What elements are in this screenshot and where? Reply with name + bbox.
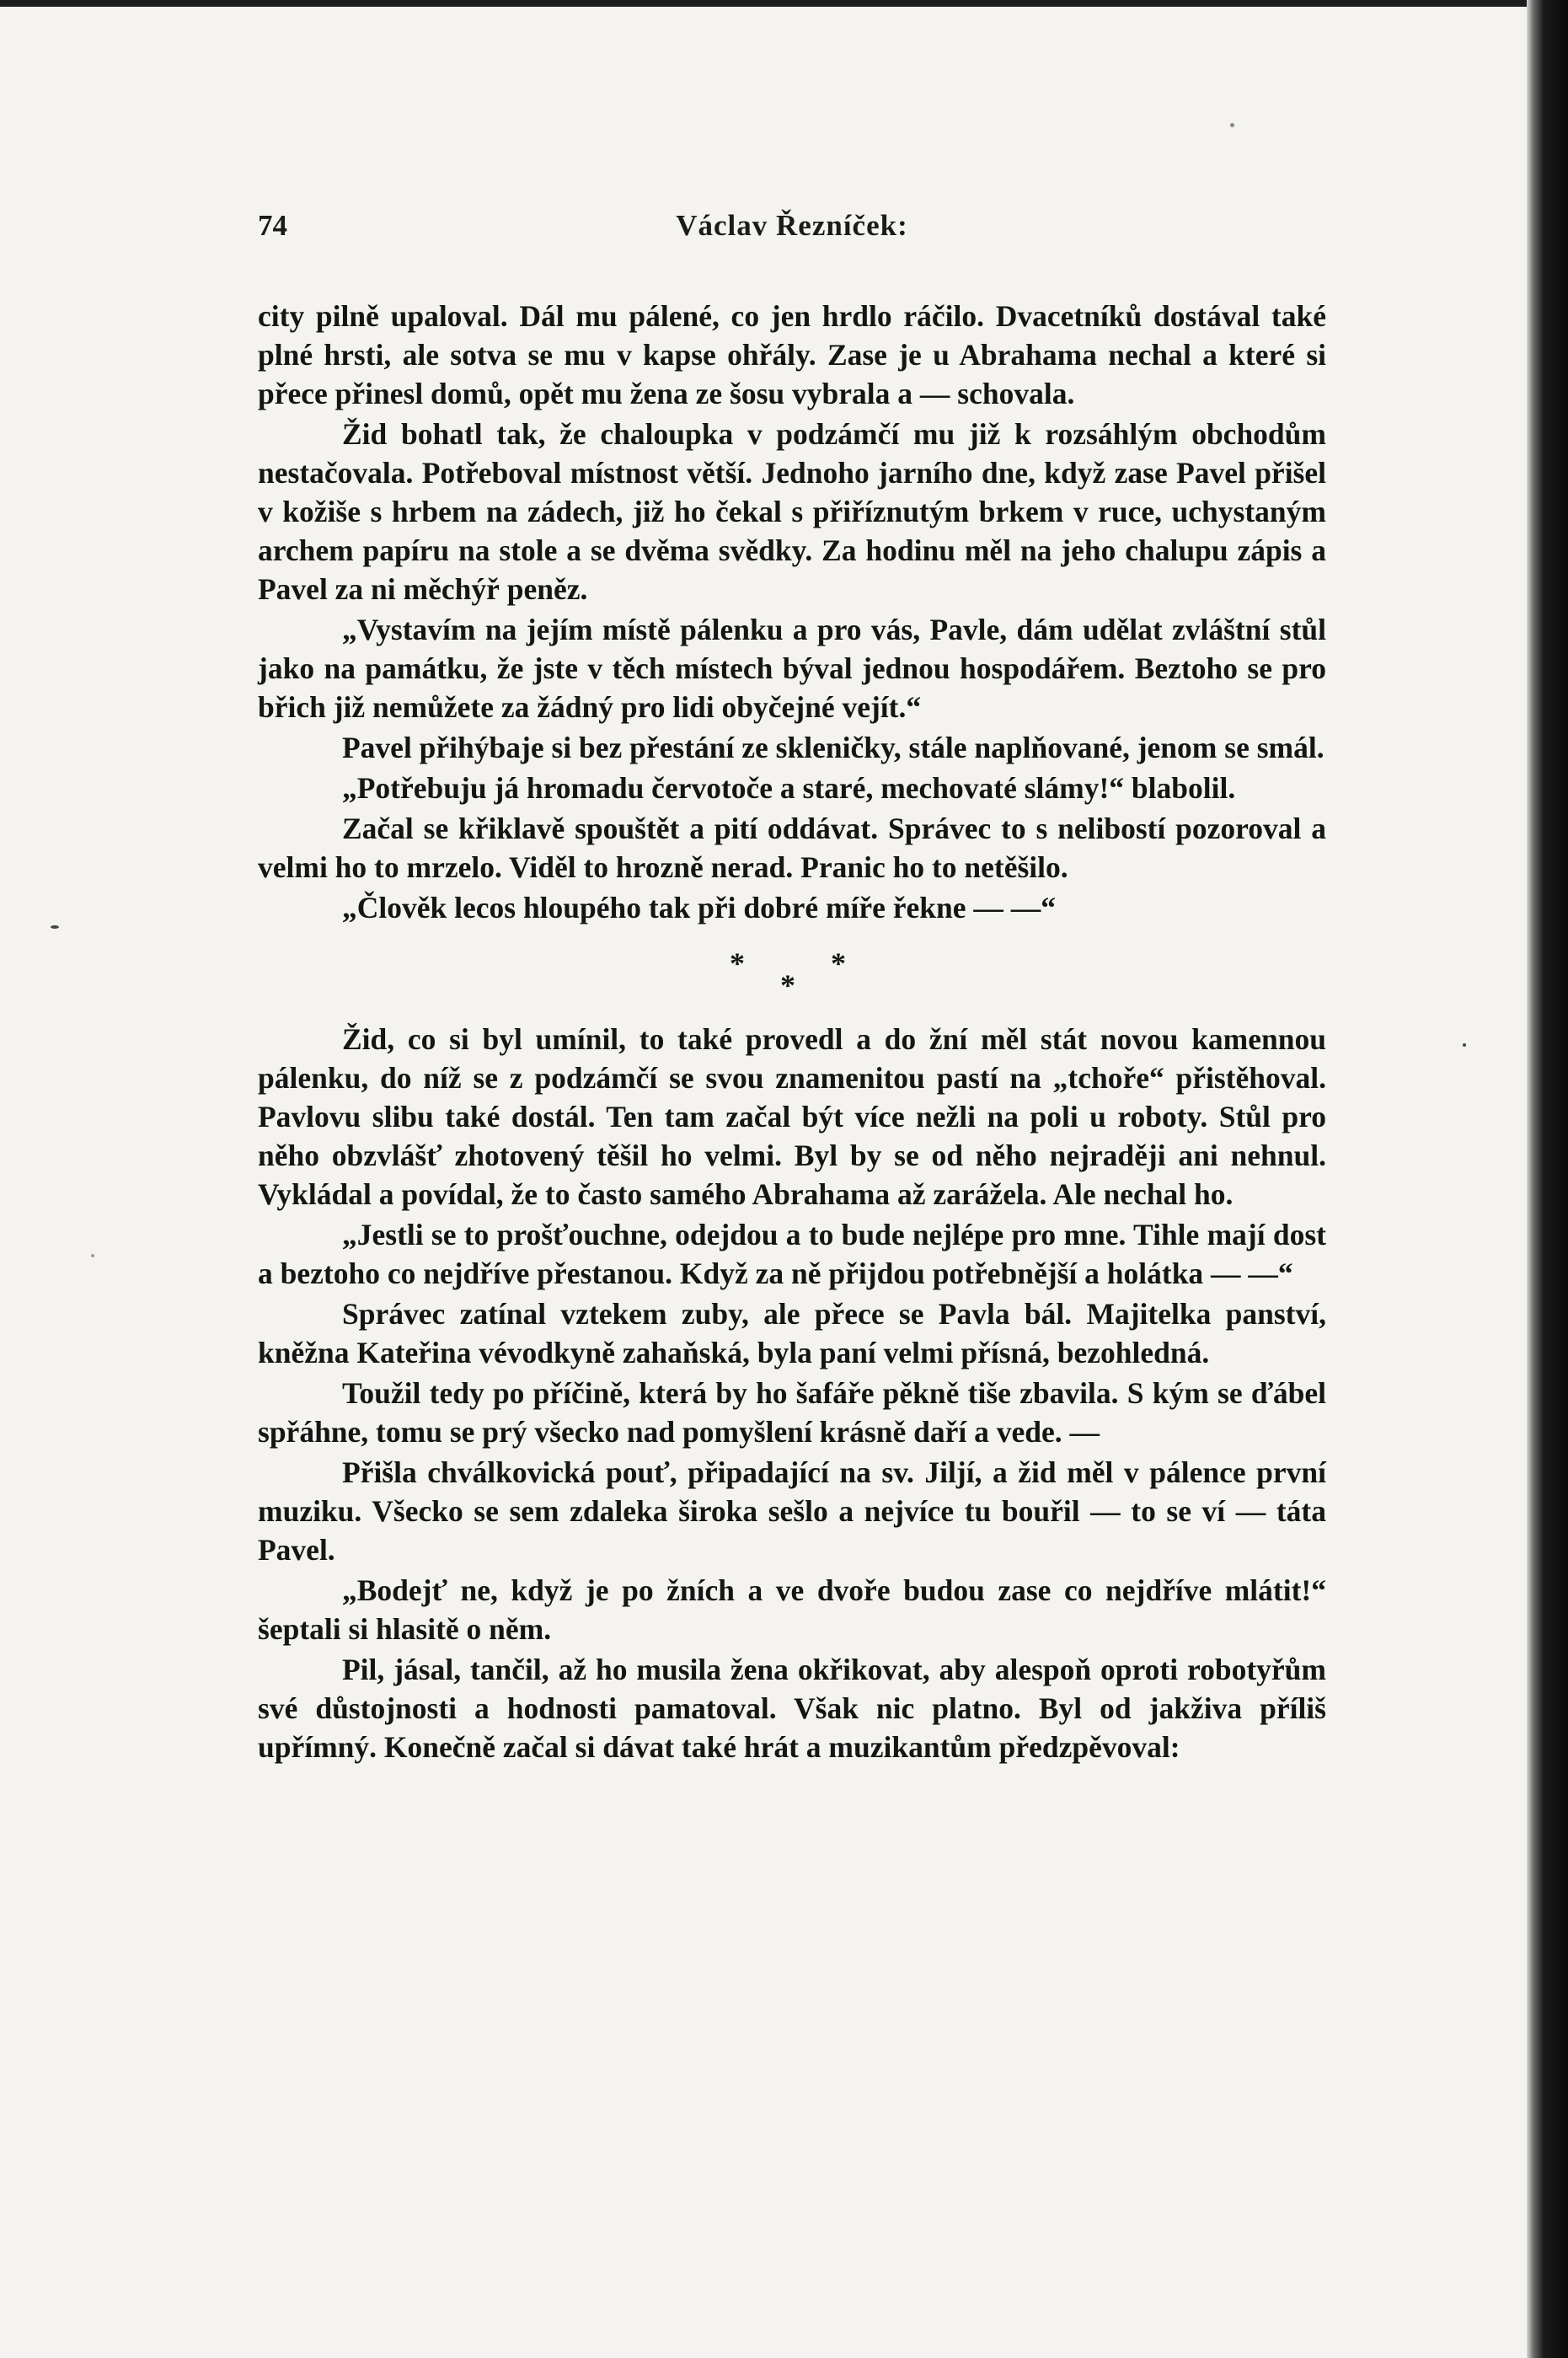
paragraph: Začal se křiklavě spouštět a pití oddávat. Správec to s nelibostí pozoroval a velmi ho to mrzelo. Viděl to hrozně nerad. Pranic ho to netěšilo.: [258, 812, 1326, 884]
paragraph: Pavel přihýbaje si bez přestání ze skleničky, stále naplňované, jenom se smál.: [342, 731, 1325, 764]
paragraph: Správec zatínal vztekem zuby, ale přece se Pavla bál. Majitelka panství, kněžna Kateřina vévodkyně zahaňská, byla paní velmi přísná, bezohledná.: [258, 1297, 1326, 1369]
body-text: [258, 297, 1326, 1768]
scan-speck: [1463, 1043, 1466, 1047]
paragraph: Pil, jásal, tančil, až ho musila žena okřikovat, aby alespoň oproti robotyřům své důstojnosti a hodnosti pamatoval. Však nic platno. Byl od jakživa příliš upřímný. Konečně začal si dávat také hrát a muzikantům předzpěvoval:: [258, 1653, 1326, 1764]
paragraph: „Jestli se to prošťouchne, odejdou a to bude nejlépe pro mne. Tihle mají dost a beztoho co nejdříve přestanou. Když za ně přijdou potřebnější a holátka — —“: [258, 1218, 1326, 1290]
paragraph: Přišla chválkovická pouť, připadající na sv. Jiljí, a žid měl v pálence první muziku. Všecko se sem zdaleka široka sešlo a nejvíce tu bouřil — to se ví — táta Pavel.: [258, 1455, 1326, 1567]
paragraph: Žid, co si byl umínil, to také provedl a do žní měl stát novou kamennou pálenku, do níž se z podzámčí se svou znamenitou pastí na „tchoře“ přistěhoval. Pavlovu slibu také dostál. Ten tam začal být více nežli na poli u roboty. Stůl pro něho obzvlášť zhotovený těšil ho velmi. Byl by se od něho nejraději ani nehnul. Vykládal a povídal, že to často samého Abrahama až zarážela. Ale nechal ho.: [258, 1022, 1326, 1211]
paragraph: „Bodejť ne, když je po žních a ve dvoře budou zase co nejdříve mlátit!“ šeptali si hlasitě o něm.: [258, 1573, 1326, 1646]
separator-star: *: [730, 946, 745, 980]
separator-star: *: [831, 946, 846, 980]
scan-speck: [1230, 123, 1234, 127]
page-number: 74: [258, 209, 287, 242]
scan-speck: [91, 1254, 94, 1257]
paragraph: „Potřebuju já hromadu červotoče a staré, mechovaté slámy!“ blabolil.: [342, 771, 1236, 805]
running-head: [258, 209, 1326, 251]
scan-top-shadow: [0, 0, 1527, 7]
paragraph: city pilně upaloval. Dál mu pálené, co jen hrdlo ráčilo. Dvacetníků dostával také plné hrsti, ale sotva se mu v kapse ohřály. Zase je u Abrahama nechal a které si přece přinesl domů, opět mu žena ze šosu vybrala a — schovala.: [258, 299, 1326, 410]
paragraph: Toužil tedy po příčině, která by ho šafáře pěkně tiše zbavila. S kým se ďábel spřáhne, tomu se prý všecko nad pomyšlení krásně daří a vede. —: [258, 1376, 1326, 1449]
section-separator: [258, 935, 1326, 1005]
running-head-author: Václav Řezníček:: [676, 209, 908, 242]
paragraph: „Člověk lecos hloupého tak při dobré míře řekne — —“: [342, 891, 1057, 924]
book-page: [0, 7, 1527, 2358]
page-edge-shadow: [1527, 0, 1568, 2358]
paragraph: Žid bohatl tak, že chaloupka v podzámčí mu již k rozsáhlým obchodům nestačovala. Potřeboval místnost větší. Jednoho jarního dne, když zase Pavel přišel v kožiše s hrbem na zádech, již ho čekal s přiříznutým brkem v ruce, uchystaným archem papíru na stole a se dvěma svědky. Za hodinu měl na jeho chalupu zápis a Pavel za ni měchýř peněz.: [258, 417, 1326, 606]
separator-star: *: [780, 968, 795, 1002]
scan-speck: [51, 925, 59, 929]
paragraph: „Vystavím na jejím místě pálenku a pro vás, Pavle, dám udělat zvláštní stůl jako na památku, že jste v těch místech býval jednou hospodářem. Beztoho se pro břich již nemůžete za žádný pro lidi obyčejné vejít.“: [258, 613, 1326, 724]
